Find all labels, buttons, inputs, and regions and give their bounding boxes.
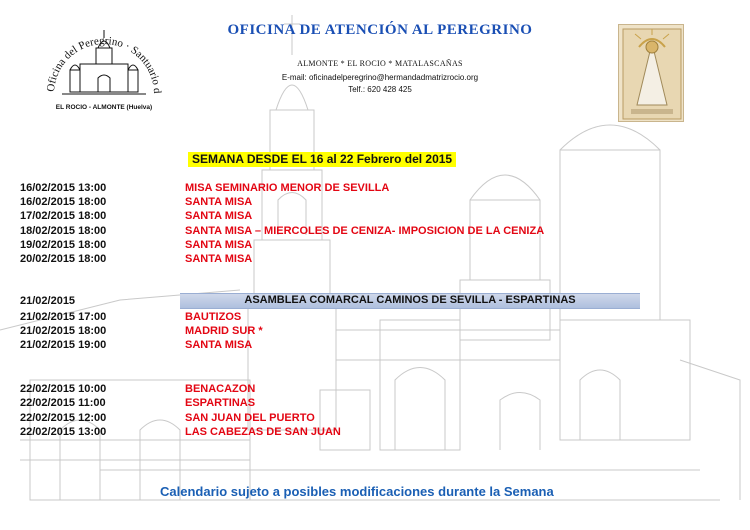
page-title: OFICINA DE ATENCIÓN AL PEREGRINO <box>227 22 533 38</box>
row-event: SANTA MISA <box>185 196 253 208</box>
row-datetime: 20/02/2015 18:00 <box>20 253 107 265</box>
row-datetime: 19/02/2015 18:00 <box>20 239 107 251</box>
row-event: SANTA MISA <box>185 239 253 251</box>
assembly-title: ASAMBLEA COMARCAL CAMINOS DE SEVILLA - ESPARTINAS <box>244 294 576 306</box>
row-datetime: 21/02/2015 18:00 <box>20 325 107 337</box>
header-subtitle: ALMONTE * EL ROCIO * MATALASCAÑAS <box>297 59 463 68</box>
stamp-place-text: EL ROCIO - ALMONTE (Huelva) <box>55 104 153 111</box>
row-event: SANTA MISA <box>185 253 253 265</box>
footer-note: Calendario sujeto a posibles modificaciones durante la Semana <box>160 484 554 499</box>
row-datetime: 17/02/2015 18:00 <box>20 210 107 222</box>
row-event: SANTA MISA <box>185 339 253 351</box>
row-event: LAS CABEZAS DE SAN JUAN <box>185 426 341 438</box>
contact-phone: Telf.: 620 428 425 <box>348 85 412 94</box>
row-datetime: 22/02/2015 10:00 <box>20 383 107 395</box>
row-datetime: 22/02/2015 12:00 <box>20 412 107 424</box>
week-banner: SEMANA DESDE EL 16 al 22 Febrero del 2015 <box>188 152 456 167</box>
row-event: BAUTIZOS <box>185 311 242 323</box>
virgin-image-icon <box>619 25 684 122</box>
row-event: SANTA MISA – MIERCOLES DE CENIZA- IMPOSICION DE LA CENIZA <box>185 225 545 237</box>
header <box>180 22 580 94</box>
row-datetime: 21/02/2015 19:00 <box>20 339 107 351</box>
row-event: SAN JUAN DEL PUERTO <box>185 412 315 424</box>
row-event: MADRID SUR * <box>185 325 263 337</box>
row-datetime: 16/02/2015 13:00 <box>20 182 107 194</box>
row-datetime: 22/02/2015 13:00 <box>20 426 107 438</box>
brotherhood-stamp <box>40 12 168 112</box>
row-datetime: 22/02/2015 11:00 <box>20 397 106 409</box>
row-datetime: 21/02/2015 17:00 <box>20 311 107 323</box>
row-event: BENACAZON <box>185 383 256 395</box>
row-event: ESPARTINAS <box>185 397 256 409</box>
row-event: MISA SEMINARIO MENOR DE SEVILLA <box>185 182 390 194</box>
contact-email: E-mail: oficinadelperegrino@hermandadmatrizrocio.org <box>281 73 479 82</box>
stamp-ring-text: Oficina del Peregrino · Santuario d <box>44 34 164 94</box>
row-datetime: 21/02/2015 <box>20 295 76 307</box>
row-datetime: 16/02/2015 18:00 <box>20 196 107 208</box>
church-stamp-icon <box>40 12 168 104</box>
row-datetime: 18/02/2015 18:00 <box>20 225 107 237</box>
virgin-card <box>618 24 684 122</box>
row-event: SANTA MISA <box>185 210 253 222</box>
